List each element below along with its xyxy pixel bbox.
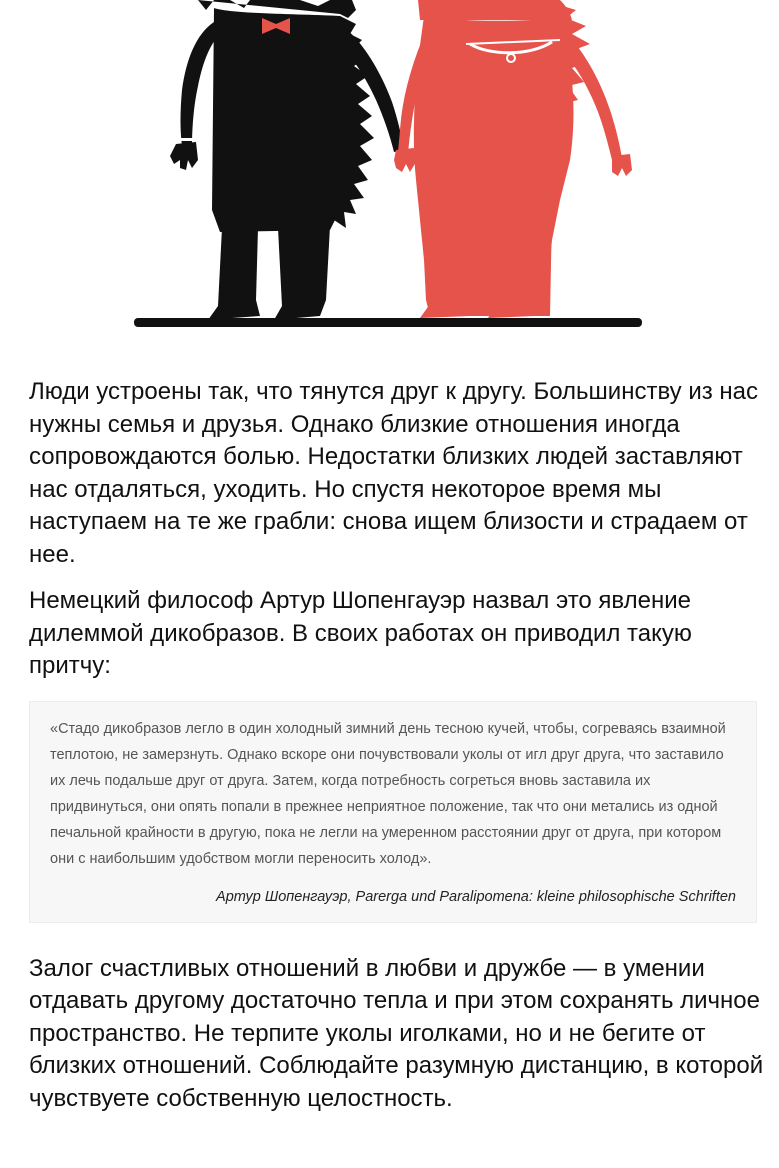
quote-text: «Стадо дикобразов легло в один холодный зимний день тесною кучей, чтобы, согреваясь взаимной теплотою, не замерзнуть. Однако вскоре они почувствовали уколы от игл друг друга, что заставило их лечь подальше друг от друга. Затем, когда потребность согреться вновь заставила их придвинуться, они опять попали в прежнее неприятное положение, так что они метались из одной печальной крайности в другую, пока не легли на умеренном расстоянии друг от друга, при котором они с наибольшим удобством могли переносить холод». <box>50 720 726 867</box>
illustration-svg <box>0 0 779 340</box>
porcupine-couple-illustration <box>0 0 779 340</box>
paragraph-schopenhauer: Немецкий философ Артур Шопенгауэр назвал это явление дилеммой дикобразов. В своих работах он приводил такую притчу: <box>29 587 692 679</box>
watch-mark <box>180 138 194 141</box>
quote-source: Артур Шопенгауэр, Parerga und Paralipomena: kleine philosophische Schriften <box>216 888 736 905</box>
paragraph-conclusion: Залог счастливых отношений в любви и дружбе — в умении отдавать другому достаточно тепла и при этом сохранять личное пространство. Не терпите уколы иголками, но и не бегите от близких отношений. Соблюдайте разумную дистанцию, в которой чувствуете собственную целостность. <box>29 954 764 1112</box>
quote-block <box>29 701 757 923</box>
article-body <box>29 376 764 1115</box>
black-porcupine-figure <box>170 0 404 320</box>
ground-line <box>134 318 642 327</box>
paragraph-intro: Люди устроены так, что тянутся друг к другу. Большинству из нас нужны семья и друзья. Однако близкие отношения иногда сопровождаются болью. Недостатки близких людей заставляют нас отдаляться, уходить. Но спустя некоторое время мы наступаем на те же грабли: снова ищем близости и страдаем от нее. <box>29 378 759 568</box>
red-porcupine-figure <box>394 0 632 318</box>
